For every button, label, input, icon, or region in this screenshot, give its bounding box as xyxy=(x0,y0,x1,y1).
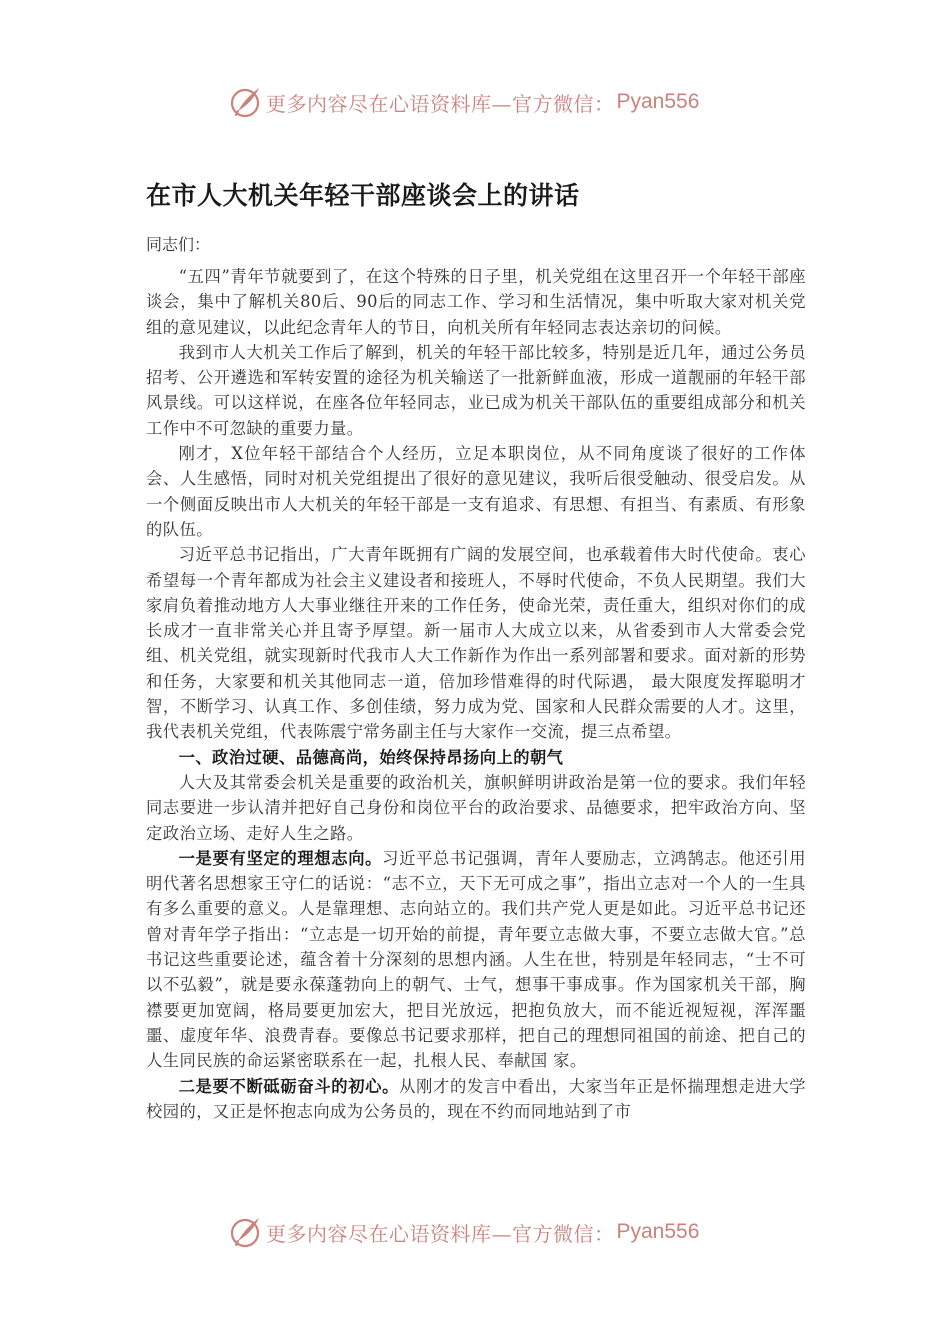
watermark-handle: Pyan556 xyxy=(616,1220,700,1243)
watermark-text: 更多内容尽在心语资料库—官方微信： xyxy=(266,1221,615,1246)
paragraph: 我到市人大机关工作后了解到，机关的年轻干部比较多，特别是近几年，通过公务员招考、公开遴选和军转安置的途径为机关输送了一批新鲜血液，形成一道靓丽的年轻干部风景线。可以这样说，在座各位年轻同志，业已成为机关干部队伍的重要组成部分和机关工作中不可忽缺的重要力量。 xyxy=(146,342,806,438)
paragraph: 人大及其常委会机关是重要的政治机关，旗帜鲜明讲政治是第一位的要求。我们年轻同志要进一步认清并把好自己身份和岗位平台的政治要求、品德要求，把牢政治方向、坚定政治立场、走好人生之路。 xyxy=(146,772,806,843)
quill-logo-icon xyxy=(228,84,264,120)
paragraph xyxy=(146,846,806,1074)
section-heading: 一、政治过硬、品德高尚，始终保持昂扬向上的朝气 xyxy=(178,747,564,767)
point-lead: 二是要不断砥砺奋斗的初心。 xyxy=(178,1076,400,1096)
point-lead: 一是要有坚定的理想志向。 xyxy=(178,848,383,868)
paragraph: 习近平总书记指出，广大青年既拥有广阔的发展空间，也承载着伟大时代使命。衷心希望每一个青年都成为社会主义建设者和接班人，不辱时代使命，不负人民期望。我们大家肩负着推动地方人大事业继往开来的工作任务，使命光荣，责任重大，组织对你们的成长成才一直非常关心并且寄予厚望。新一届市人大成立以来，从省委到市人大常委会党组、机关党组，就实现新时代我市人大工作新作为作出一系列部署和要求。面对新的形势和任务，大家要和机关其他同志一道，倍加珍惜难得的时代际遇， 最大限度发挥聪明才智，不断学习、认真工作、多创佳绩，努力成为党、国家和人民群众需要的人才。这里，我代表机关党组，代表陈震宁常务副主任与大家作一交流，提三点希望。 xyxy=(146,545,806,742)
paragraph: “五四”青年节就要到了，在这个特殊的日子里，机关党组在这里召开一个年轻干部座谈会，集中了解机关80后、90后的同志工作、学习和生活情况，集中听取大家对机关党组的意见建议，以此纪念青年人的节日，向机关所有年轻同志表达亲切的问候。 xyxy=(146,267,806,337)
watermark-banner-top xyxy=(228,82,748,122)
watermark-banner-bottom xyxy=(228,1212,748,1252)
quill-logo-icon xyxy=(228,1214,264,1250)
paragraph: 刚才，X位年轻干部结合个人经历，立足本职岗位，从不同角度谈了很好的工作体会、人生感悟，同时对机关党组提出了很好的意见建议，我听后很受触动、很受启发。从一个侧面反映出市人大机关的年轻干部是一支有追求、有思想、有担当、有素质、有形象的队伍。 xyxy=(146,444,806,539)
watermark-text: 更多内容尽在心语资料库—官方微信： xyxy=(266,91,615,116)
document-title: 在市人大机关年轻干部座谈会上的讲话 xyxy=(146,181,580,210)
paragraph xyxy=(146,1074,806,1125)
document-body xyxy=(146,264,806,1124)
point-text: 习近平总书记强调，青年人要励志，立鸿鹄志。他还引用明代著名思想家王守仁的话说：“志不立，天下无可成之事”，指出立志对一个人的一生具有多么重要的意义。人是靠理想、志向站立的。我们共产党人更是如此。习近平总书记还曾对青年学子指出：“立志是一切开始的前提，青年要立志做大事，不要立志做大官。”总书记这些重要论述，蕴含着十分深刻的思想内涵。人生在世，特别是年轻同志，“士不可以不弘毅”，就是要永葆蓬勃向上的朝气、士气，想事干事成事。作为国家机关干部，胸襟要更加宽阔，格局要更加宏大，把目光放远，把抱负放大，而不能近视短视，浑浑噩噩、虚度年华、浪费青春。要像总书记要求那样，把自己的理想同祖国的前途、把自己的人生同民族的命运紧密联系在一起，扎根人民、奉献国 家。 xyxy=(146,848,806,1071)
salutation: 同志们： xyxy=(146,235,211,254)
point-text: 从刚才的发言中看出，大家当年正是怀揣理想走进大学校园的，又正是怀抱志向成为公务员的，现在不约而同地站到了市 xyxy=(146,1076,806,1121)
watermark-handle: Pyan556 xyxy=(616,90,700,113)
